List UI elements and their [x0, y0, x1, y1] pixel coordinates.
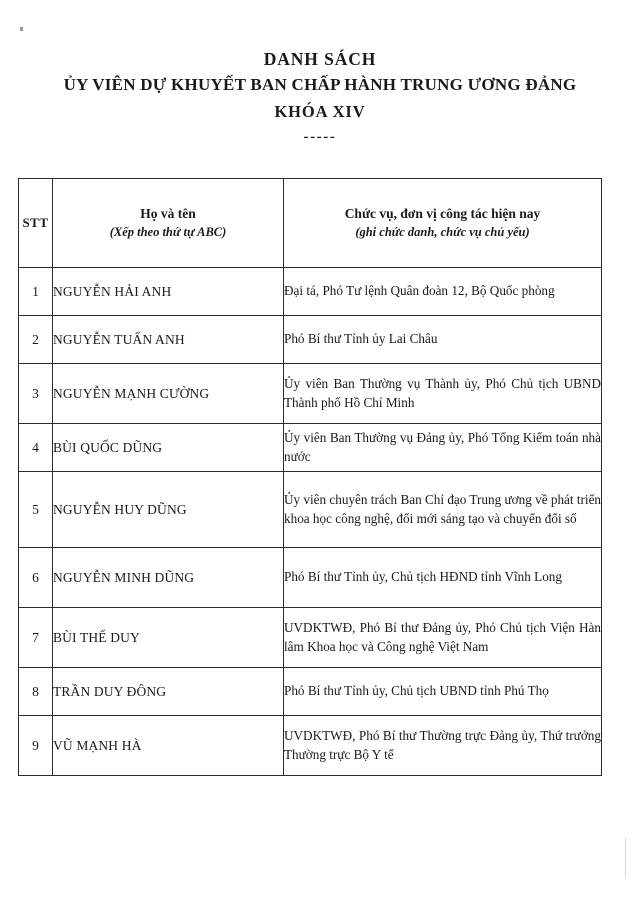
table-row: [19, 716, 602, 776]
member-position: UVDKTWĐ, Phó Bí thư Thường trực Đảng ủy, Thứ trưởng Thường trực Bộ Y tế: [284, 716, 602, 776]
member-position: Ủy viên chuyên trách Ban Chỉ đạo Trung ương về phát triển khoa học công nghệ, đổi mới sáng tạo và chuyển đổi số: [284, 472, 602, 548]
table-row: [19, 472, 602, 548]
member-name: NGUYỄN MẠNH CƯỜNG: [53, 364, 284, 424]
row-index: 3: [19, 364, 53, 424]
scan-artifact-edge-line: [625, 838, 626, 878]
column-header-name-note: (Xếp theo thứ tự ABC): [109, 224, 227, 239]
member-name: NGUYỄN HUY DŨNG: [53, 472, 284, 548]
member-name: BÙI THẾ DUY: [53, 608, 284, 668]
table-header: [19, 179, 602, 268]
column-header-stt: STT: [19, 179, 53, 268]
table-row: [19, 424, 602, 472]
row-index: 1: [19, 268, 53, 316]
table-row: [19, 548, 602, 608]
column-header-name-primary: Họ và tên: [140, 206, 196, 222]
members-table: [18, 178, 602, 776]
document-header: [0, 48, 640, 146]
row-index: 9: [19, 716, 53, 776]
member-name: VŨ MẠNH HÀ: [53, 716, 284, 776]
column-header-position-primary: Chức vụ, đơn vị công tác hiện nay: [344, 206, 541, 222]
member-name: NGUYỄN TUẤN ANH: [53, 316, 284, 364]
table-row: [19, 668, 602, 716]
member-position: Phó Bí thư Tỉnh ủy, Chủ tịch HĐND tỉnh Vĩnh Long: [284, 548, 602, 608]
member-position: Đại tá, Phó Tư lệnh Quân đoàn 12, Bộ Quốc phòng: [284, 268, 602, 316]
row-index: 8: [19, 668, 53, 716]
row-index: 2: [19, 316, 53, 364]
row-index: 4: [19, 424, 53, 472]
title-divider-dashes: -----: [303, 129, 337, 146]
page-term-label: KHÓA XIV: [274, 102, 366, 122]
page-title: DANH SÁCH: [263, 49, 377, 69]
row-index: 6: [19, 548, 53, 608]
member-name: NGUYỄN HẢI ANH: [53, 268, 284, 316]
member-position: UVDKTWĐ, Phó Bí thư Đảng ủy, Phó Chủ tịch Viện Hàn lâm Khoa học và Công nghệ Việt Nam: [284, 608, 602, 668]
table-row: [19, 268, 602, 316]
column-header-position-note: (ghi chức danh, chức vụ chủ yếu): [355, 224, 530, 239]
column-header-position: [284, 179, 602, 268]
member-name: NGUYỄN MINH DŨNG: [53, 548, 284, 608]
table-row: [19, 316, 602, 364]
member-position: Phó Bí thư Tỉnh ủy, Chủ tịch UBND tỉnh Phú Thọ: [284, 668, 602, 716]
column-header-name: [53, 179, 284, 268]
table-body: [19, 268, 602, 776]
member-position: Ủy viên Ban Thường vụ Đảng ủy, Phó Tổng Kiểm toán nhà nước: [284, 424, 602, 472]
row-index: 7: [19, 608, 53, 668]
member-name: BÙI QUỐC DŨNG: [53, 424, 284, 472]
table-header-row: [19, 179, 602, 268]
table-row: [19, 364, 602, 424]
row-index: 5: [19, 472, 53, 548]
member-position: Phó Bí thư Tỉnh ủy Lai Châu: [284, 316, 602, 364]
scan-artifact-dot: [20, 27, 23, 31]
member-name: TRẦN DUY ĐÔNG: [53, 668, 284, 716]
member-position: Ủy viên Ban Thường vụ Thành ủy, Phó Chủ tịch UBND Thành phố Hồ Chí Minh: [284, 364, 602, 424]
page-subtitle: ỦY VIÊN DỰ KHUYẾT BAN CHẤP HÀNH TRUNG ƯƠNG ĐẢNG: [63, 75, 577, 95]
table-row: [19, 608, 602, 668]
